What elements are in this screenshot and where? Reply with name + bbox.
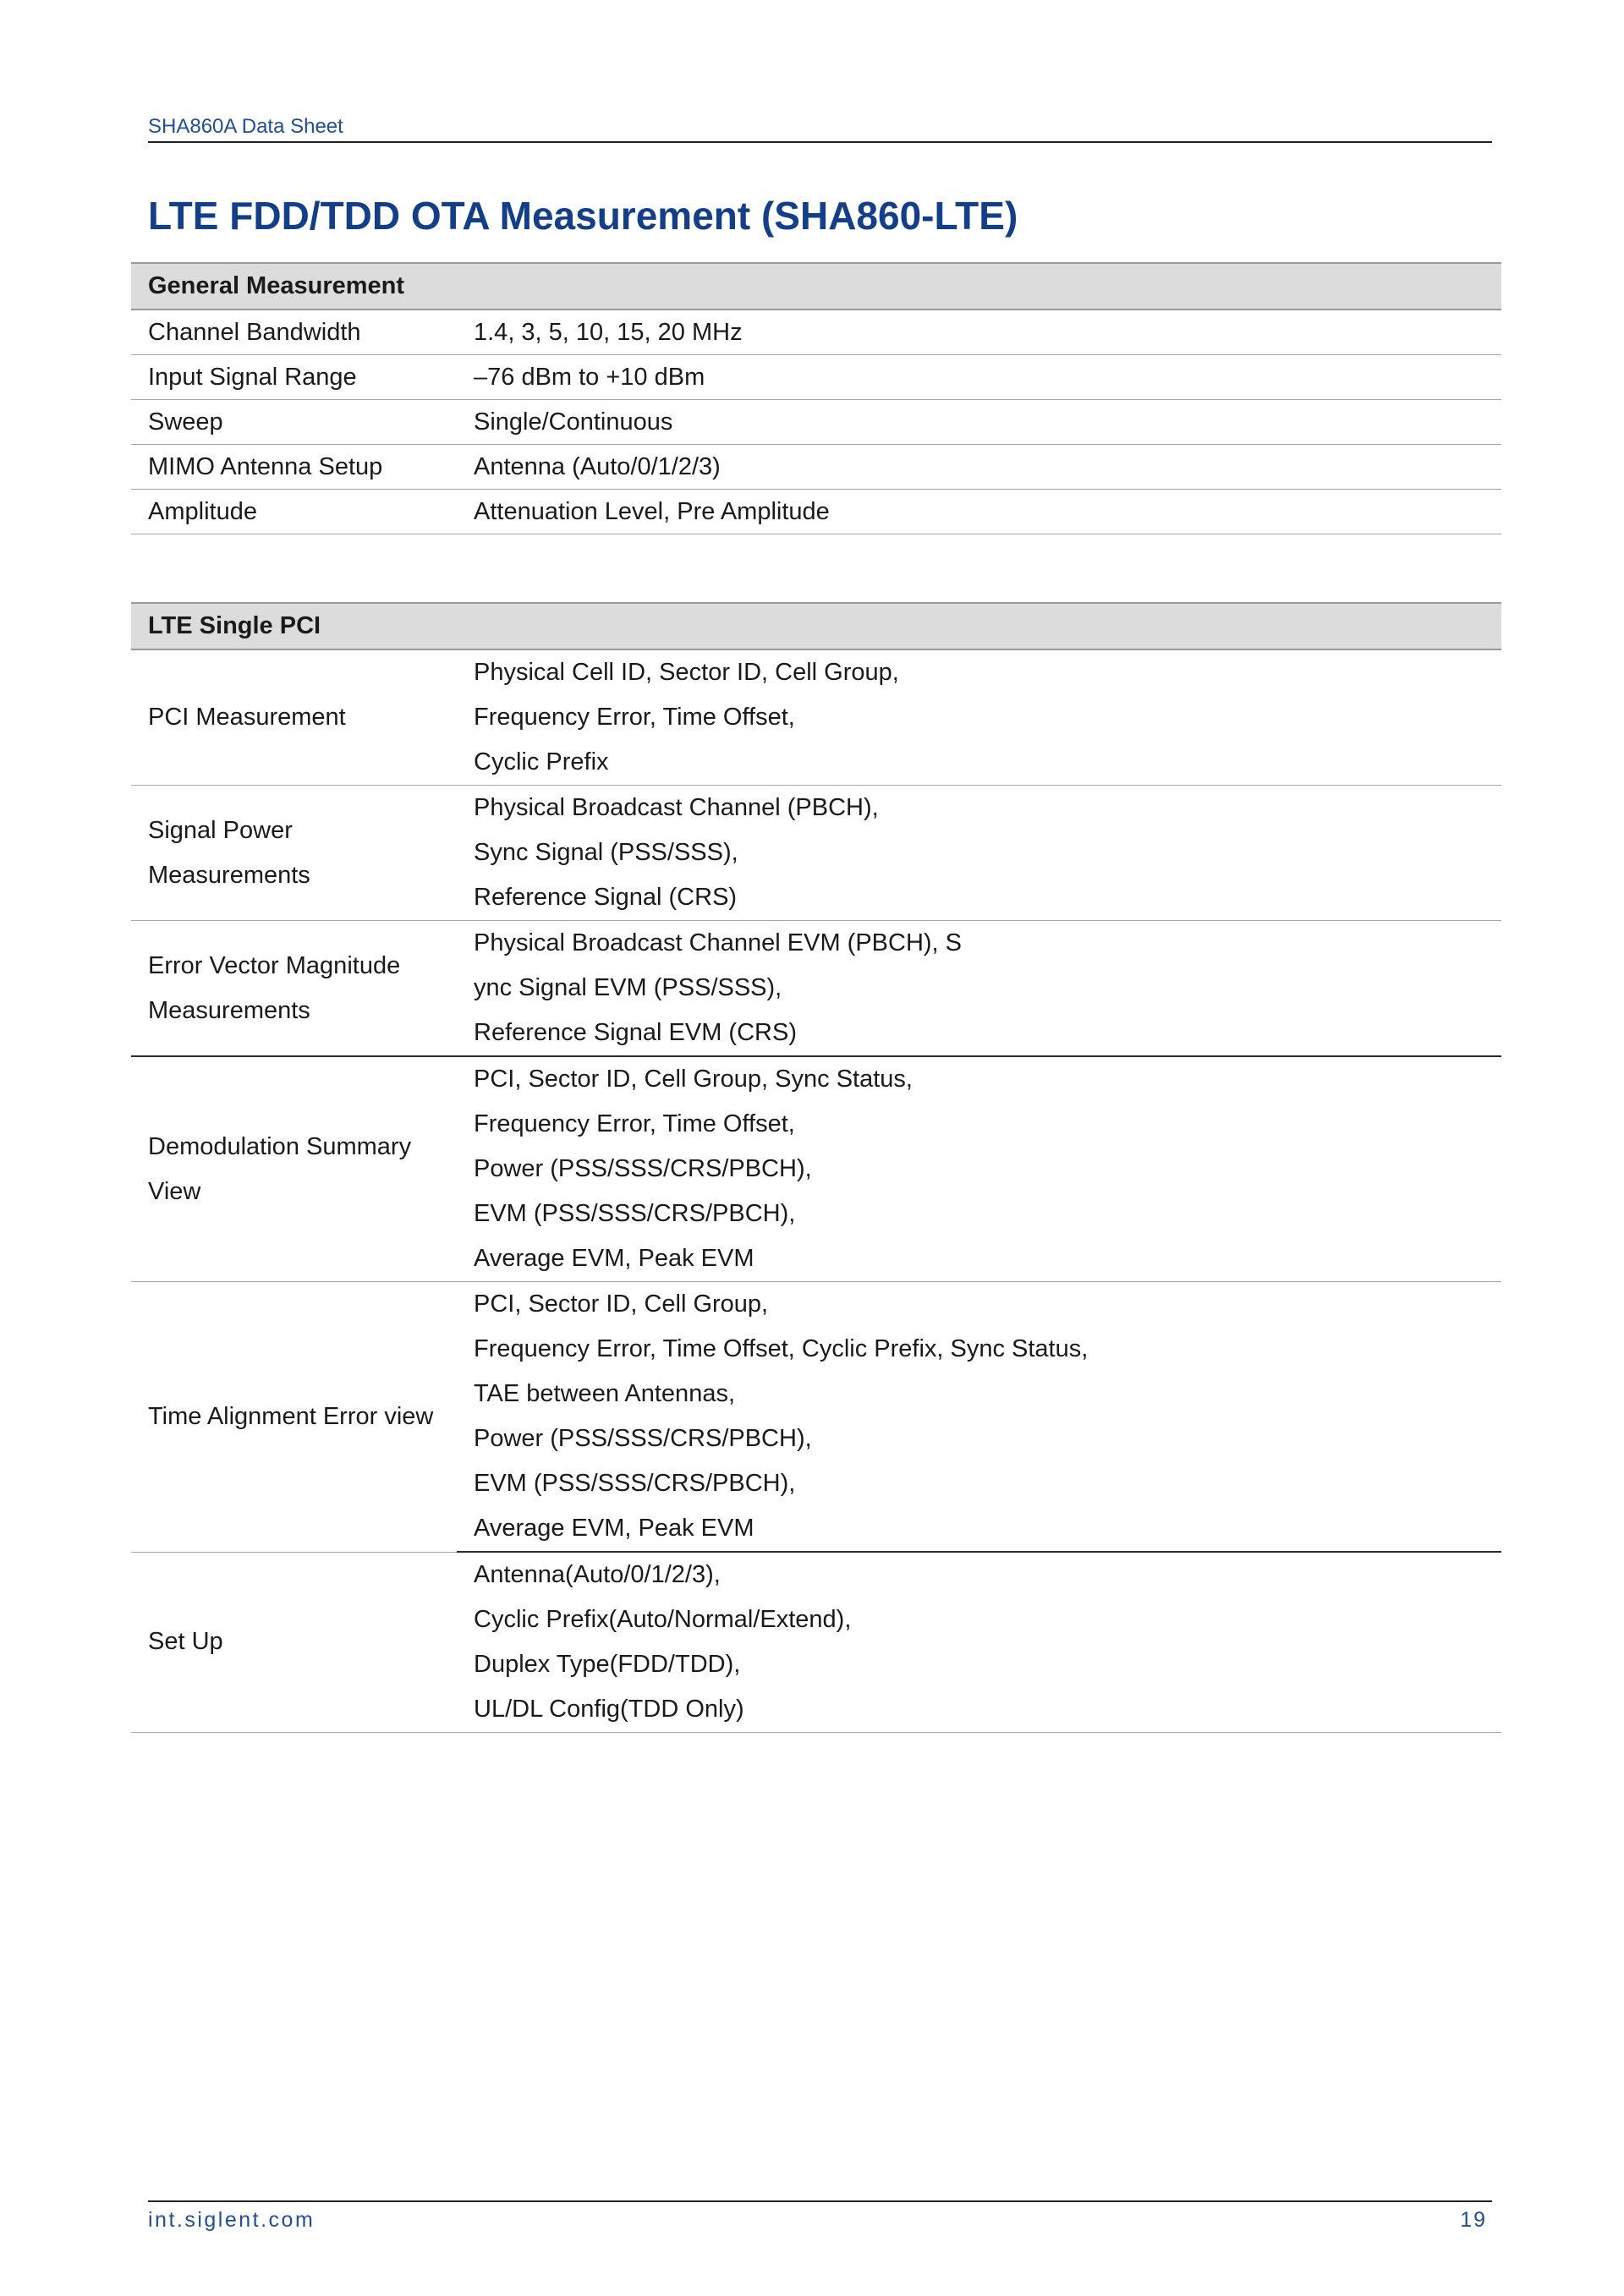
footer-website: int.siglent.com: [148, 2208, 315, 2232]
spec-value-line: Frequency Error, Time Offset, Cyclic Prefix, Sync Status,: [474, 1335, 1089, 1362]
spec-value-line: Physical Broadcast Channel EVM (PBCH), S: [474, 929, 962, 956]
spec-label: MIMO Antenna Setup: [131, 445, 457, 490]
table-row: [131, 649, 1501, 786]
spec-label: [131, 649, 457, 786]
spec-label-line: Measurements: [148, 861, 310, 889]
spec-value-line: Power (PSS/SSS/CRS/PBCH),: [474, 1155, 812, 1182]
spec-label: [131, 921, 457, 1057]
page-title: LTE FDD/TDD OTA Measurement (SHA860-LTE): [148, 194, 1018, 238]
table-row: [131, 445, 1501, 490]
spec-value-line: Physical Broadcast Channel (PBCH),: [474, 794, 879, 821]
table-row: [131, 355, 1501, 400]
general-measurement-table: [131, 262, 1501, 534]
lte-single-pci-table: [131, 602, 1501, 1733]
spec-value: [457, 649, 1501, 786]
spec-value-line: Physical Cell ID, Sector ID, Cell Group,: [474, 659, 899, 686]
spec-label-line: PCI Measurement: [148, 704, 346, 731]
spec-value-line: EVM (PSS/SSS/CRS/PBCH),: [474, 1470, 796, 1497]
spec-value: [457, 1282, 1501, 1553]
spec-value-line: Cyclic Prefix(Auto/Normal/Extend),: [474, 1606, 852, 1633]
spec-value: [457, 1552, 1501, 1733]
spec-value: 1.4, 3, 5, 10, 15, 20 MHz: [457, 310, 1501, 355]
spec-label: [131, 786, 457, 921]
spec-value-line: Cyclic Prefix: [474, 748, 609, 775]
spec-label: Input Signal Range: [131, 355, 457, 400]
document-header-title: SHA860A Data Sheet: [148, 115, 343, 138]
spec-label: Amplitude: [131, 490, 457, 534]
spec-value-line: Frequency Error, Time Offset,: [474, 1110, 795, 1137]
spec-value-line: PCI, Sector ID, Cell Group, Sync Status,: [474, 1066, 913, 1093]
general-measurement-heading: General Measurement: [131, 263, 1501, 310]
spec-value-line: TAE between Antennas,: [474, 1380, 736, 1407]
table-row: [131, 1282, 1501, 1553]
spec-value: [457, 786, 1501, 921]
spec-value: Single/Continuous: [457, 400, 1501, 445]
spec-value-line: Reference Signal (CRS): [474, 884, 738, 911]
spec-label-line: Error Vector Magnitude: [148, 951, 401, 979]
spec-value: [457, 921, 1501, 1057]
spec-value: [457, 1056, 1501, 1282]
spec-value-line: Duplex Type(FDD/TDD),: [474, 1651, 741, 1678]
spec-value-line: PCI, Sector ID, Cell Group,: [474, 1290, 769, 1318]
table-row: [131, 310, 1501, 355]
spec-label: Sweep: [131, 400, 457, 445]
spec-value: Attenuation Level, Pre Amplitude: [457, 490, 1501, 534]
header-divider: [148, 141, 1492, 143]
lte-single-pci-heading: LTE Single PCI: [131, 603, 1501, 649]
spec-value-line: Frequency Error, Time Offset,: [474, 704, 795, 731]
spec-value-line: Sync Signal (PSS/SSS),: [474, 839, 738, 866]
spec-label: [131, 1552, 457, 1733]
spec-label-line: Measurements: [148, 996, 310, 1024]
table-row: [131, 400, 1501, 445]
spec-value: Antenna (Auto/0/1/2/3): [457, 445, 1501, 490]
spec-value-line: UL/DL Config(TDD Only): [474, 1696, 744, 1723]
spec-value-line: Average EVM, Peak EVM: [474, 1245, 754, 1272]
spec-label-line: Signal Power: [148, 816, 293, 844]
spec-value-line: EVM (PSS/SSS/CRS/PBCH),: [474, 1200, 796, 1227]
spec-label-line: Demodulation Summary: [148, 1132, 412, 1160]
table-header-row: [131, 263, 1501, 310]
spec-label-line: Time Alignment Error view: [148, 1402, 434, 1430]
footer-divider: [148, 2200, 1492, 2202]
spec-value: –76 dBm to +10 dBm: [457, 355, 1501, 400]
spec-label: [131, 1056, 457, 1282]
spec-label-line: View: [148, 1177, 201, 1205]
spec-label-line: Set Up: [148, 1628, 223, 1656]
page-number: 19: [1460, 2208, 1487, 2232]
table-row: [131, 1056, 1501, 1282]
spec-label: Channel Bandwidth: [131, 310, 457, 355]
spec-value-line: Average EVM, Peak EVM: [474, 1515, 754, 1542]
spec-value-line: Power (PSS/SSS/CRS/PBCH),: [474, 1425, 812, 1452]
spec-value-line: ync Signal EVM (PSS/SSS),: [474, 974, 782, 1001]
table-row: [131, 921, 1501, 1057]
table-row: [131, 1552, 1501, 1733]
table-row: [131, 490, 1501, 534]
spec-value-line: Reference Signal EVM (CRS): [474, 1019, 797, 1046]
spec-value-line: Antenna(Auto/0/1/2/3),: [474, 1561, 721, 1588]
spec-label: [131, 1282, 457, 1553]
table-row: [131, 786, 1501, 921]
table-header-row: [131, 603, 1501, 649]
